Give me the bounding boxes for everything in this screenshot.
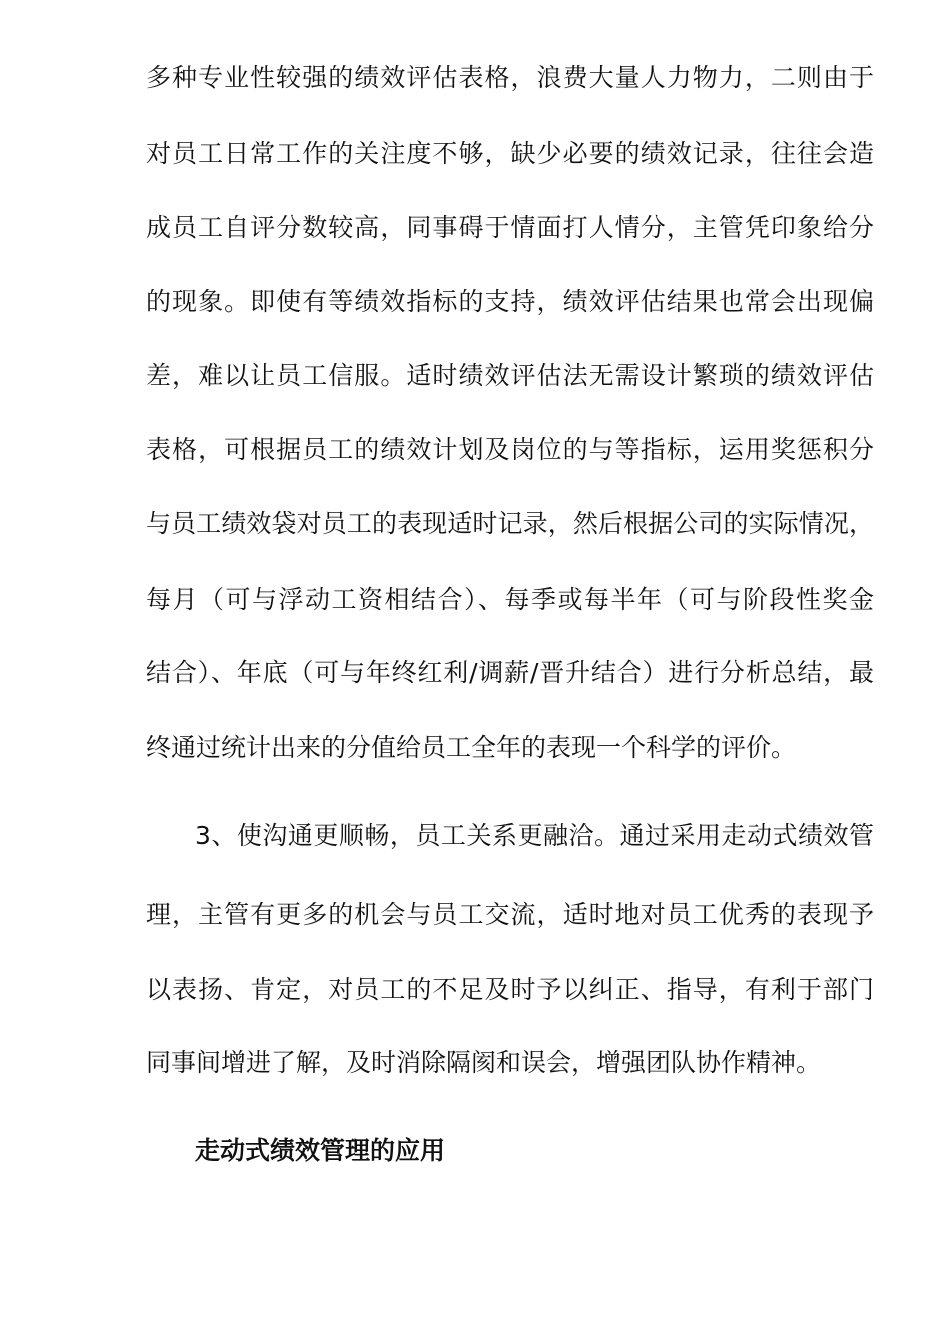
paragraph-line: 3、使沟通更顺畅，员工关系更融洽。通过采用走动式绩效管 — [195, 821, 874, 850]
paragraph-line: 差，难以让员工信服。适时绩效评估法无需设计繁琐的绩效评估 — [146, 361, 874, 390]
paragraph-line: 结合）、年底（可与年终红利/调薪/晋升结合）进行分析总结，最 — [146, 658, 874, 687]
section-heading: 走动式绩效管理的应用 — [195, 1136, 446, 1165]
paragraph-line: 理，主管有更多的机会与员工交流，适时地对员工优秀的表现予 — [146, 900, 874, 929]
paragraph-line: 同事间增进了解，及时消除隔阂和误会，增强团队协作精神。 — [146, 1048, 822, 1077]
paragraph-line: 成员工自评分数较高，同事碍于情面打人情分，主管凭印象给分 — [146, 213, 874, 242]
paragraph-line: 每月（可与浮动工资相结合）、每季或每半年（可与阶段性奖金 — [146, 585, 874, 614]
paragraph-line: 的现象。即使有等绩效指标的支持，绩效评估结果也常会出现偏 — [146, 287, 874, 316]
paragraph-line: 终通过统计出来的分值给员工全年的表现一个科学的评价。 — [146, 733, 797, 762]
paragraph-line: 对员工日常工作的关注度不够，缺少必要的绩效记录，往往会造 — [146, 139, 874, 168]
paragraph-line: 与员工绩效袋对员工的表现适时记录，然后根据公司的实际情况， — [146, 509, 874, 538]
paragraph-line: 以表扬、肯定，对员工的不足及时予以纠正、指导，有利于部门 — [146, 975, 874, 1004]
paragraph-line: 多种专业性较强的绩效评估表格，浪费大量人力物力，二则由于 — [146, 63, 874, 92]
paragraph-line: 表格，可根据员工的绩效计划及岗位的与等指标，运用奖惩积分 — [146, 435, 874, 464]
